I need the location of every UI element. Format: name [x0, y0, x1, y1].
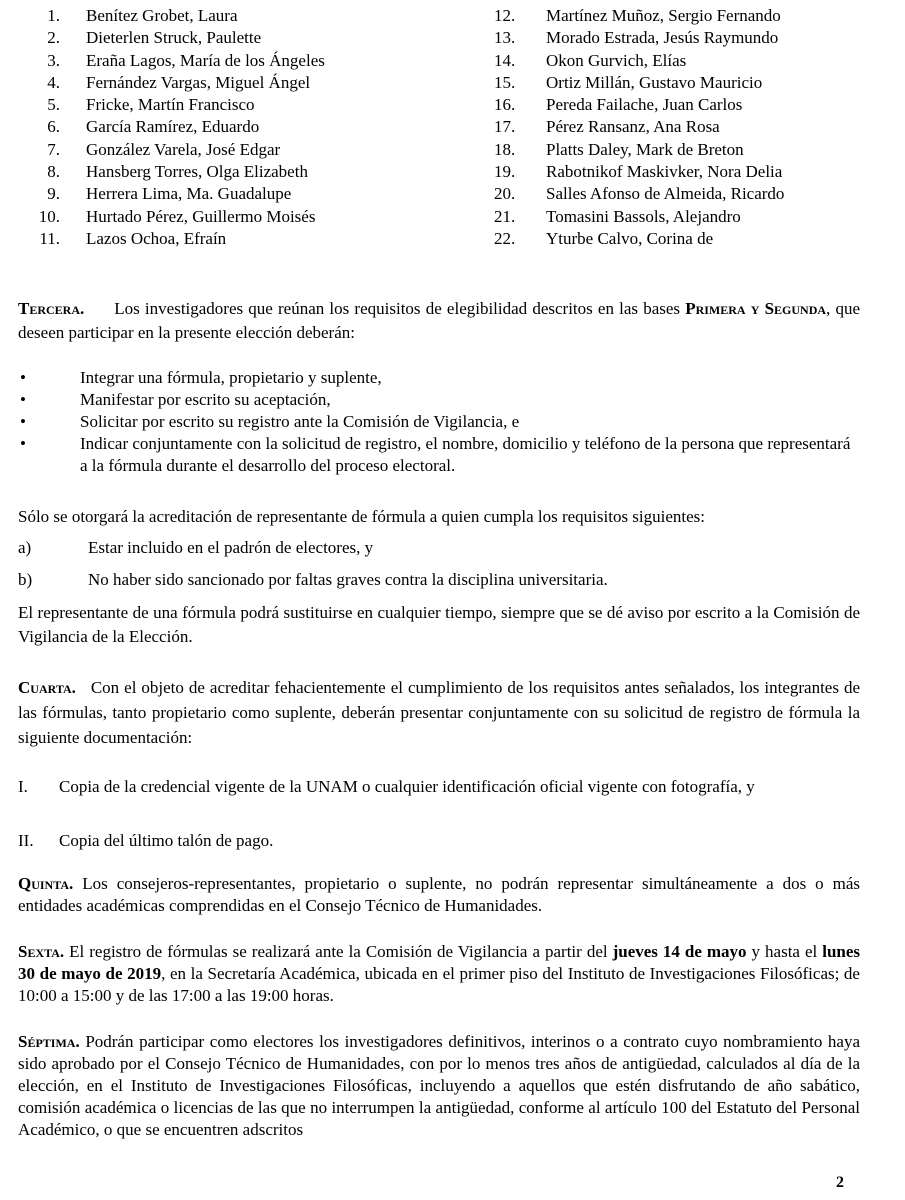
investigator-list-item: [494, 116, 864, 138]
clause-text: , en la Secretaría Académica, ubicada en el primer piso del Instituto de Investigaciones Filosóficas; de 10:00 a 15:00 y de las 17:00 a las 19:00 horas.: [18, 964, 860, 1005]
investigator-list-right: [494, 5, 864, 250]
list-number: 19.: [494, 162, 516, 182]
list-number: 15.: [494, 72, 516, 92]
investigator-list-item: [18, 206, 488, 228]
investigator-name: Benítez Grobet, Laura: [86, 6, 238, 25]
bullet-text: Solicitar por escrito su registro ante la Comisión de Vigilancia, e: [80, 412, 520, 431]
roman-item: [18, 830, 860, 852]
investigator-list-item: [18, 94, 488, 116]
investigator-name: Ortiz Millán, Gustavo Mauricio: [546, 72, 763, 92]
alpha-list: [18, 537, 860, 601]
clause-text: Los investigadores que reúnan los requisitos de elegibilidad descritos en las bases: [114, 299, 686, 318]
clause-heading: Cuarta.: [18, 678, 76, 697]
list-number: 14.: [494, 50, 516, 70]
bullet-item: [18, 367, 860, 389]
list-number: 7.: [47, 139, 60, 159]
list-number: 13.: [494, 28, 516, 48]
item-text: Copia de la credencial vigente de la UNAM o cualquier identificación oficial vigente con fotografía, y: [59, 777, 755, 796]
investigator-name: González Varela, José Edgar: [86, 139, 281, 159]
list-number: 2.: [47, 28, 60, 48]
bullet-item: [18, 433, 860, 477]
clause-text: El registro de fórmulas se realizará ante la Comisión de Vigilancia a partir del: [69, 942, 613, 961]
investigator-list-item: [494, 72, 864, 94]
bullet-text: Manifestar por escrito su aceptación,: [80, 390, 331, 409]
list-number: 20.: [494, 184, 516, 204]
investigator-name: Dieterlen Struck, Paulette: [86, 28, 262, 48]
item-marker: II.: [18, 831, 34, 850]
list-number: 11.: [39, 228, 60, 248]
investigator-list-item: [494, 161, 864, 183]
investigator-name: Lazos Ochoa, Efraín: [86, 228, 227, 248]
investigator-list-item: [494, 139, 864, 161]
investigator-name: Platts Daley, Mark de Breton: [546, 139, 744, 159]
investigator-list-left: [18, 5, 488, 250]
investigator-list-item: [494, 5, 864, 27]
clause-bold-date: jueves 14 de mayo: [612, 942, 747, 961]
list-number: 8.: [47, 162, 60, 182]
item-text: Copia del último talón de pago.: [59, 831, 274, 850]
clause-quinta: [18, 873, 860, 917]
investigator-name: Salles Afonso de Almeida, Ricardo: [546, 184, 785, 204]
clause-text: y hasta el: [746, 942, 823, 961]
bullet-text: Integrar una fórmula, propietario y suplente,: [80, 368, 382, 387]
investigator-list-item: [18, 50, 488, 72]
list-number: 16.: [494, 95, 516, 115]
bullet-text: Indicar conjuntamente con la solicitud de registro, el nombre, domicilio y teléfono de la persona que representará a la fórmula durante el desarrollo del proceso electoral.: [80, 434, 851, 475]
investigator-name: Hurtado Pérez, Guillermo Moisés: [86, 206, 316, 226]
clause-bold-text: Primera y Segunda: [685, 299, 827, 318]
clause-tercera: [18, 297, 860, 345]
investigator-name: Herrera Lima, Ma. Guadalupe: [86, 184, 292, 204]
clause-sexta: [18, 941, 860, 1007]
investigator-list-item: [18, 161, 488, 183]
investigator-list-item: [494, 206, 864, 228]
investigator-name: Pérez Ransanz, Ana Rosa: [546, 117, 720, 137]
investigator-name: Fernández Vargas, Miguel Ángel: [86, 72, 311, 92]
item-text: Estar incluido en el padrón de electores, y: [88, 538, 374, 557]
page-number: 2: [836, 1174, 844, 1191]
investigator-list-item: [494, 27, 864, 49]
clause-text: , que deseen participar en la presente elección deberán:: [18, 299, 860, 342]
document-page: [18, 0, 863, 1139]
investigator-list-item: [494, 183, 864, 205]
investigator-list: [18, 0, 863, 248]
investigator-list-item: [18, 116, 488, 138]
investigator-name: Tomasini Bassols, Alejandro: [546, 206, 741, 226]
item-text: No haber sido sancionado por faltas graves contra la disciplina universitaria.: [88, 570, 608, 589]
clause-heading: Séptima.: [18, 1032, 80, 1051]
requirements-bullet-list: [18, 367, 860, 477]
bullet-item: [18, 411, 860, 433]
bullet-icon: •: [20, 368, 26, 387]
list-number: 12.: [494, 6, 516, 25]
bullet-item: [18, 389, 860, 411]
investigator-list-item: [18, 72, 488, 94]
investigator-name: Fricke, Martín Francisco: [86, 95, 255, 115]
item-marker: a): [18, 538, 32, 557]
item-marker: b): [18, 570, 33, 589]
clause-bold-date: lunes 30 de mayo de 2019: [18, 942, 861, 983]
investigator-name: Rabotnikof Maskivker, Nora Delia: [546, 162, 783, 182]
clause-heading: Tercera.: [18, 299, 85, 318]
investigator-list-item: [18, 139, 488, 161]
bullet-icon: •: [20, 434, 26, 453]
list-number: 18.: [494, 139, 516, 159]
investigator-name: Martínez Muñoz, Sergio Fernando: [546, 6, 781, 25]
clause-text: Con el objeto de acreditar fehacientemente el cumplimiento de los requisitos antes señalados, los integrantes de las fórmulas, tanto propietario como suplente, deberán presentar conjuntamente con su solicitud de registro de fórmula la siguiente documentación:: [18, 678, 860, 747]
list-number: 6.: [47, 117, 60, 137]
investigator-list-item: [18, 228, 488, 250]
clause-heading: Quinta.: [18, 874, 74, 893]
investigator-name: Yturbe Calvo, Corina de: [546, 228, 714, 248]
list-number: 3.: [47, 50, 60, 70]
clause-text: Los consejeros-representantes, propietario o suplente, no podrán representar simultáneamente a dos o más entidades académicas comprendidas en el Consejo Técnico de Humanidades.: [18, 874, 860, 915]
list-number: 5.: [47, 95, 60, 115]
clause-text: Podrán participar como electores los investigadores definitivos, interinos o a contrato cuyo nombramiento haya sido aprobado por el Consejo Técnico de Humanidades, con por lo menos tres años de antigüedad, calculados al día de la elección, en el Instituto de Investigaciones Filosóficas, incluyendo a aquellos que estén disfrutando de año sabático, comisión académica o licencias de las que no interrumpen la antigüedad, conforme al artículo 100 del Estatuto del Personal Académico, o que se encuentren adscritos: [18, 1032, 860, 1139]
roman-list: [18, 776, 860, 884]
investigator-name: Eraña Lagos, María de los Ángeles: [86, 50, 325, 70]
investigator-list-item: [494, 228, 864, 250]
list-number: 21.: [494, 206, 516, 226]
investigator-name: García Ramírez, Eduardo: [86, 117, 260, 137]
item-marker: I.: [18, 777, 28, 796]
bullet-icon: •: [20, 412, 26, 431]
list-number: 9.: [47, 184, 60, 204]
list-number: 1.: [47, 6, 60, 25]
sustitucion-paragraph: El representante de una fórmula podrá sustituirse en cualquier tiempo, siempre que se dé aviso por escrito a la Comisión de Vigilancia de la Elección.: [18, 603, 860, 646]
acreditacion-paragraph: Sólo se otorgará la acreditación de representante de fórmula a quien cumpla los requisitos siguientes:: [18, 507, 706, 526]
list-number: 22.: [494, 228, 516, 248]
investigator-list-item: [494, 94, 864, 116]
investigator-name: Hansberg Torres, Olga Elizabeth: [86, 162, 308, 182]
investigator-name: Morado Estrada, Jesús Raymundo: [546, 28, 779, 48]
investigator-name: Pereda Failache, Juan Carlos: [546, 95, 743, 115]
investigator-list-item: [494, 50, 864, 72]
list-number: 4.: [47, 72, 60, 92]
clause-septima: [18, 1031, 860, 1141]
alpha-item: [18, 537, 860, 559]
list-number: 10.: [38, 206, 60, 226]
clause-heading: Sexta.: [18, 942, 65, 961]
investigator-list-item: [18, 27, 488, 49]
investigator-name: Okon Gurvich, Elías: [546, 50, 687, 70]
alpha-item: [18, 569, 860, 591]
list-number: 17.: [494, 117, 516, 137]
clause-cuarta: [18, 675, 860, 750]
investigator-list-item: [18, 5, 488, 27]
roman-item: [18, 776, 860, 798]
investigator-list-item: [18, 183, 488, 205]
bullet-icon: •: [20, 390, 26, 409]
